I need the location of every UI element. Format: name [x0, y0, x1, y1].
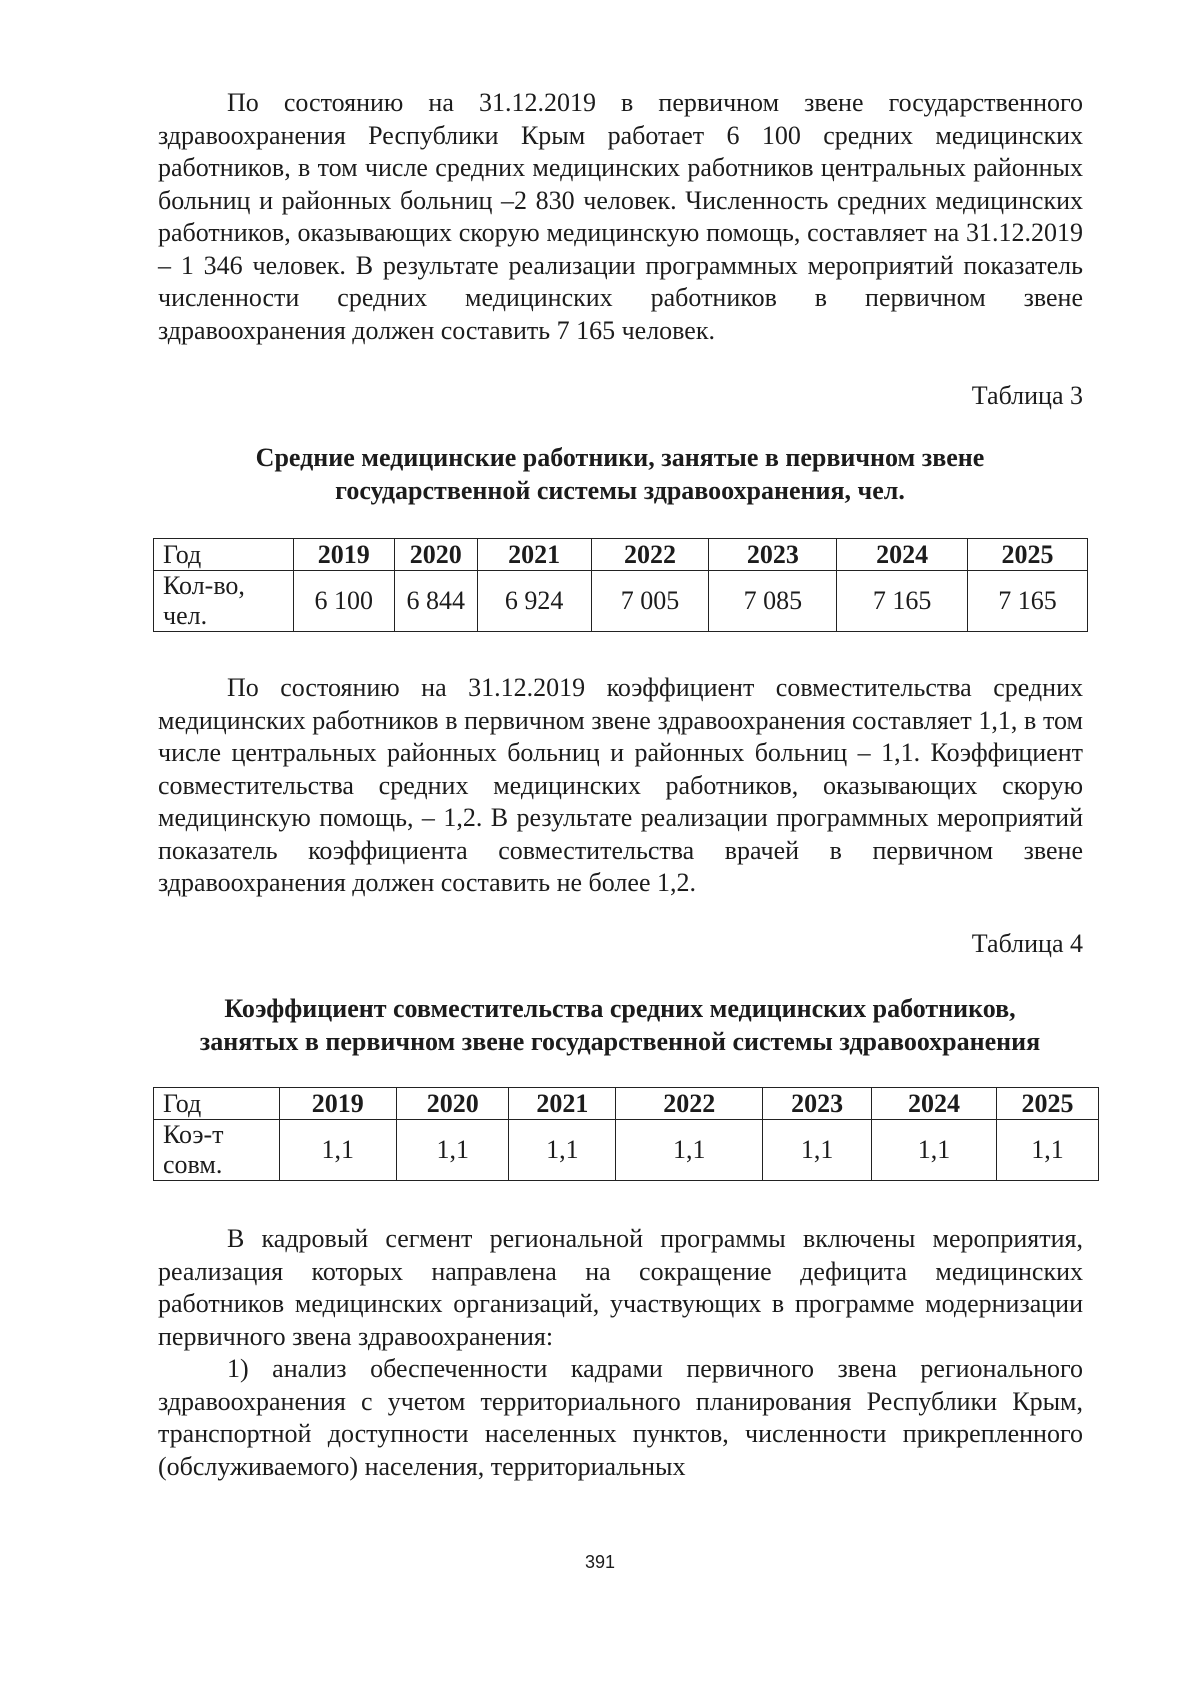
table-4-row-label — [154, 1120, 280, 1181]
table-4-value: 1,1 — [279, 1120, 396, 1181]
table-4-value: 1,1 — [871, 1120, 996, 1181]
table-4-value: 1,1 — [509, 1120, 616, 1181]
table-3-caption: Таблица 3 — [971, 381, 1083, 410]
table-4-header-row — [154, 1088, 1099, 1120]
paragraph-staffing-segment: В кадровый сегмент региональной программы включены мероприятия, реализация которых направлена на сокращение дефицита медицинских работников медицинских организаций, участвующих в программе модернизации первичного звена здравоохранения: — [158, 1224, 1083, 1351]
table-4-year: 2024 — [871, 1088, 996, 1120]
table-4 — [153, 1087, 1099, 1181]
table-3 — [153, 538, 1088, 632]
table-3-year: 2023 — [709, 539, 837, 571]
table-4-title-line-1: Коэффициент совместительства средних медицинских работников, — [224, 994, 1016, 1023]
table-3-value: 7 085 — [709, 571, 837, 632]
table-4-value: 1,1 — [396, 1120, 509, 1181]
table-3-title-line-1: Средние медицинские работники, занятые в первичном звене — [255, 443, 985, 472]
table-3-value: 7 165 — [837, 571, 968, 632]
table-3-value: 7 165 — [968, 571, 1088, 632]
table-3-data-row — [154, 571, 1088, 632]
table-4-title — [120, 992, 1120, 1058]
table-4-value: 1,1 — [996, 1120, 1098, 1181]
table-4-header-label: Год — [154, 1088, 280, 1120]
table-3-title-line-2: государственной системы здравоохранения, чел. — [335, 476, 905, 505]
table-3-title — [120, 441, 1120, 507]
table-3-year: 2024 — [837, 539, 968, 571]
table-3-year: 2025 — [968, 539, 1088, 571]
table-4-title-line-2: занятых в первичном звене государственной системы здравоохранения — [199, 1027, 1041, 1056]
table-4-year: 2022 — [616, 1088, 763, 1120]
table-4-row-label-line-2: совм. — [163, 1150, 223, 1179]
table-4-year: 2021 — [509, 1088, 616, 1120]
table-3-year: 2021 — [477, 539, 591, 571]
table-3-row-label — [154, 571, 294, 632]
table-4-value: 1,1 — [763, 1120, 872, 1181]
paragraph-list-item-1: 1) анализ обеспеченности кадрами первичного звена регионального здравоохранения с учетом территориального планирования Республики Крым, транспортной доступности населенных пунктов, численности прикрепленного (обслуживаемого) населения, территориальных — [158, 1354, 1083, 1481]
paragraph-coefficient: По состоянию на 31.12.2019 коэффициент совместительства средних медицинских работников в первичном звене здравоохранения составляет 1,1, в том числе центральных районных больниц и районных больниц – 1,1. Коэффициент совместительства средних медицинских работников, оказывающих скорую медицинскую помощь, – 1,2. В результате реализации программных мероприятий показатель коэффициента совместительства врачей в первичном звене здравоохранения должен составить не более 1,2. — [158, 673, 1083, 897]
paragraph-staff-count: По состоянию на 31.12.2019 в первичном звене государственного здравоохранения Республики Крым работает 6 100 средних медицинских работников, в том числе средних медицинских работников центральных районных больниц и районных больниц –2 830 человек. Численность средних медицинских работников, оказывающих скорую медицинскую помощь, составляет на 31.12.2019 – 1 346 человек. В результате реализации программных мероприятий показатель численности средних медицинских работников в первичном звене здравоохранения должен составить 7 165 человек. — [158, 88, 1083, 345]
table-3-year: 2019 — [293, 539, 394, 571]
table-3-value: 6 844 — [394, 571, 477, 632]
table-3-year: 2022 — [591, 539, 709, 571]
table-4-data-row — [154, 1120, 1099, 1181]
table-3-row-label-line-1: Кол-во, — [163, 571, 245, 600]
table-4-year: 2019 — [279, 1088, 396, 1120]
table-4-year: 2020 — [396, 1088, 509, 1120]
table-4-year: 2025 — [996, 1088, 1098, 1120]
table-3-value: 7 005 — [591, 571, 709, 632]
table-3-year: 2020 — [394, 539, 477, 571]
table-4-row-label-line-1: Коэ-т — [163, 1120, 224, 1149]
table-4-value: 1,1 — [616, 1120, 763, 1181]
table-3-header-label: Год — [154, 539, 294, 571]
page-number: 391 — [584, 1552, 616, 1572]
table-3-row-label-line-2: чел. — [163, 601, 208, 630]
table-3-value: 6 924 — [477, 571, 591, 632]
table-4-caption: Таблица 4 — [971, 929, 1083, 958]
table-4-year: 2023 — [763, 1088, 872, 1120]
table-3-value: 6 100 — [293, 571, 394, 632]
table-3-header-row — [154, 539, 1088, 571]
